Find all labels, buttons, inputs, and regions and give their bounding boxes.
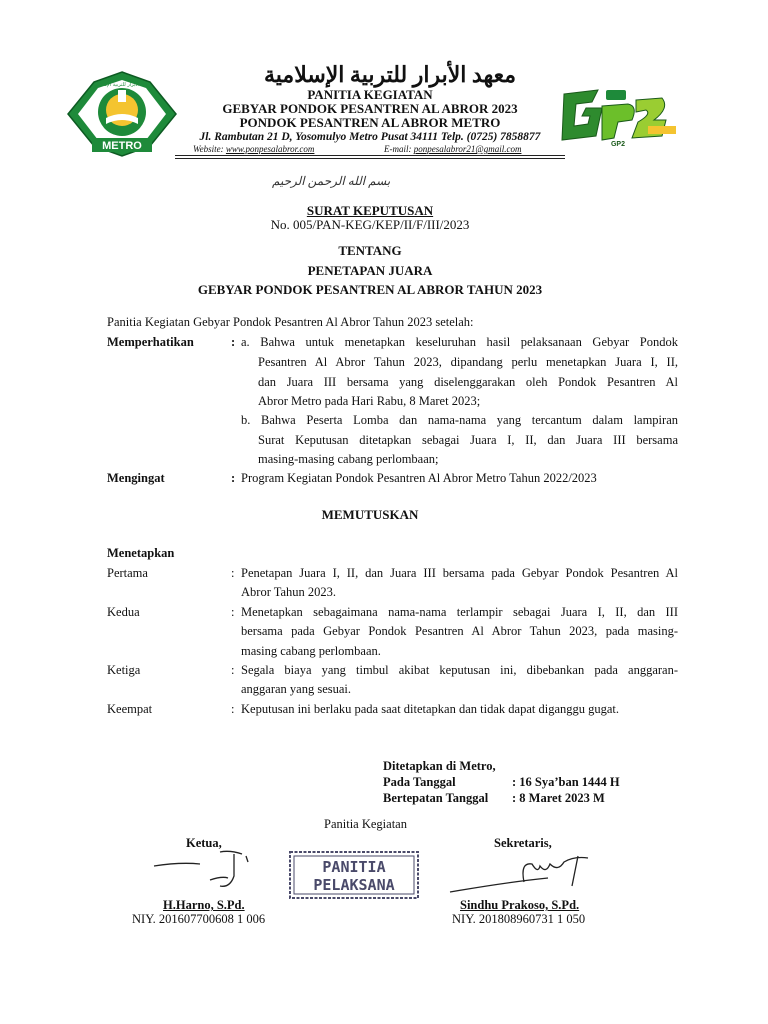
decree-title: SURAT KEPUTUSAN [306,203,434,218]
mengingat-label: Mengingat [107,471,165,485]
logo-left-text: METRO [102,140,142,152]
basmalah-calligraphy: بسم الله الرحمن الرحيم [272,174,391,188]
item-pertama-line-2: Abror Tahun 2023. [241,585,337,599]
pada-tanggal-label: Pada Tanggal [383,775,456,789]
memperhatikan-b-line-1: b. Bahwa Peserta Lomba dan nama-nama yang tercantum dalam lampiran [241,413,678,427]
item-keempat-label: Keempat [107,702,153,716]
item-keempat-line-1: Keputusan ini berlaku pada saat ditetapkan dan tidak dapat diganggu gugat. [241,702,620,716]
memperhatikan-a-line-1: a. Bahwa untuk menetapkan keseluruhan hasil pelaksanaan Gebyar Pondok [241,335,678,349]
memperhatikan-b-line-2: Surat Keputusan ditetapkan sebagai Juara I, II, dan Juara III bersama [258,433,678,447]
item-kedua-line-3: masing cabang perlombaan. [241,644,381,658]
institution-logo [66,70,178,158]
decree-tentang: TENTANG [338,243,402,258]
header-line1: PANITIA KEGIATAN [307,87,433,102]
decree-subject-1: PENETAPAN JUARA [307,263,433,278]
ketua-role: Ketua, [186,836,222,850]
email-link[interactable]: ponpesalabror21@gmail.com [413,144,522,154]
memperhatikan-colon: : [231,335,236,349]
committee-stamp [288,850,420,900]
memperhatikan-a-line-3: dan Juara III bersama yang diselenggarakan oleh Pondok Pesantren Al [258,375,678,389]
sekretaris-signature [448,852,608,898]
decree-subject-2: GEBYAR PONDOK PESANTREN AL ABROR TAHUN 2023 [197,282,543,297]
logo-left-arabic: معهد الأبرار للتربية الإسلامية [92,82,152,88]
event-logo [558,86,678,148]
ketua-niy: NIY. 201607700608 1 006 [132,912,266,926]
ketua-signature [150,846,270,896]
menetapkan-label: Menetapkan [107,546,175,560]
ketua-name: H.Harno, S.Pd. [163,898,245,912]
header-address: Jl. Rambutan 21 D, Yosomulyo Metro Pusat 34111 Telp. (0725) 7858877 [199,131,541,143]
ditetapkan-di: Ditetapkan di Metro, [383,759,496,773]
item-pertama-label: Pertama [107,566,148,580]
panitia-kegiatan: Panitia Kegiatan [324,817,407,831]
stamp-line-2: PELAKSANA [313,876,395,894]
item-colon: : [231,566,235,580]
header-rule [175,155,565,156]
header-email: E-mail: ponpesalabror21@gmail.com [384,144,522,154]
memperhatikan-a-line-2: Pesantren Al Abror Tahun 2023, dipandang perlu menetapkan Juara I, II, [258,355,678,369]
header-line3: PONDOK PESANTREN AL ABROR METRO [239,115,501,130]
item-colon: : [231,605,235,619]
bertepatan-value: : 8 Maret 2023 M [512,791,605,805]
header-website: Website: www.ponpesalabror.com [193,144,315,154]
mengingat-colon: : [231,471,236,485]
logo-right-text: GP2 [610,141,626,148]
item-ketiga-label: Ketiga [107,663,141,677]
sekretaris-role: Sekretaris, [494,836,552,850]
pada-tanggal-value: : 16 Sya’ban 1444 H [512,775,620,789]
sekretaris-name: Sindhu Prakoso, S.Pd. [460,898,580,912]
item-colon: : [231,663,235,677]
item-colon: : [231,702,235,716]
item-ketiga-line-2: anggaran yang sesuai. [241,682,352,696]
decree-number: No. 005/PAN-KEG/KEP/II/F/III/2023 [270,217,470,232]
memutuskan-heading: MEMUTUSKAN [321,507,419,522]
intro-text: Panitia Kegiatan Gebyar Pondok Pesantren Al Abror Tahun 2023 setelah: [107,315,474,329]
stamp-line-1: PANITIA [322,858,386,876]
item-kedua-label: Kedua [107,605,140,619]
arabic-title: معهد الأبرار للتربية الإسلامية [263,62,516,87]
header-line2: GEBYAR PONDOK PESANTREN AL ABROR 2023 [222,101,518,116]
sekretaris-niy: NIY. 201808960731 1 050 [452,912,586,926]
memperhatikan-b-line-3: masing-masing cabang perlombaan; [258,452,439,466]
website-link[interactable]: www.ponpesalabror.com [225,144,315,154]
bertepatan-label: Bertepatan Tanggal [383,791,489,805]
mengingat-text: Program Kegiatan Pondok Pesantren Al Abror Metro Tahun 2022/2023 [241,471,597,485]
header-rule-2 [175,158,565,159]
item-kedua-line-1: Menetapkan sebagaimana nama-nama terlampir sebagai Juara I, II, dan III [241,605,678,619]
item-pertama-line-1: Penetapan Juara I, II, dan Juara III bersama pada Gebyar Pondok Pesantren Al [241,566,678,580]
memperhatikan-a-line-4: Abror Metro pada Hari Rabu, 8 Maret 2023; [258,394,481,408]
memperhatikan-label: Memperhatikan [107,335,194,349]
item-ketiga-line-1: Segala biaya yang timbul akibat keputusan ini, dibebankan pada anggaran- [241,663,678,677]
item-kedua-line-2: bersama pada Gebyar Pondok Pesantren Al Abror Tahun 2023, pada masing- [241,624,678,638]
